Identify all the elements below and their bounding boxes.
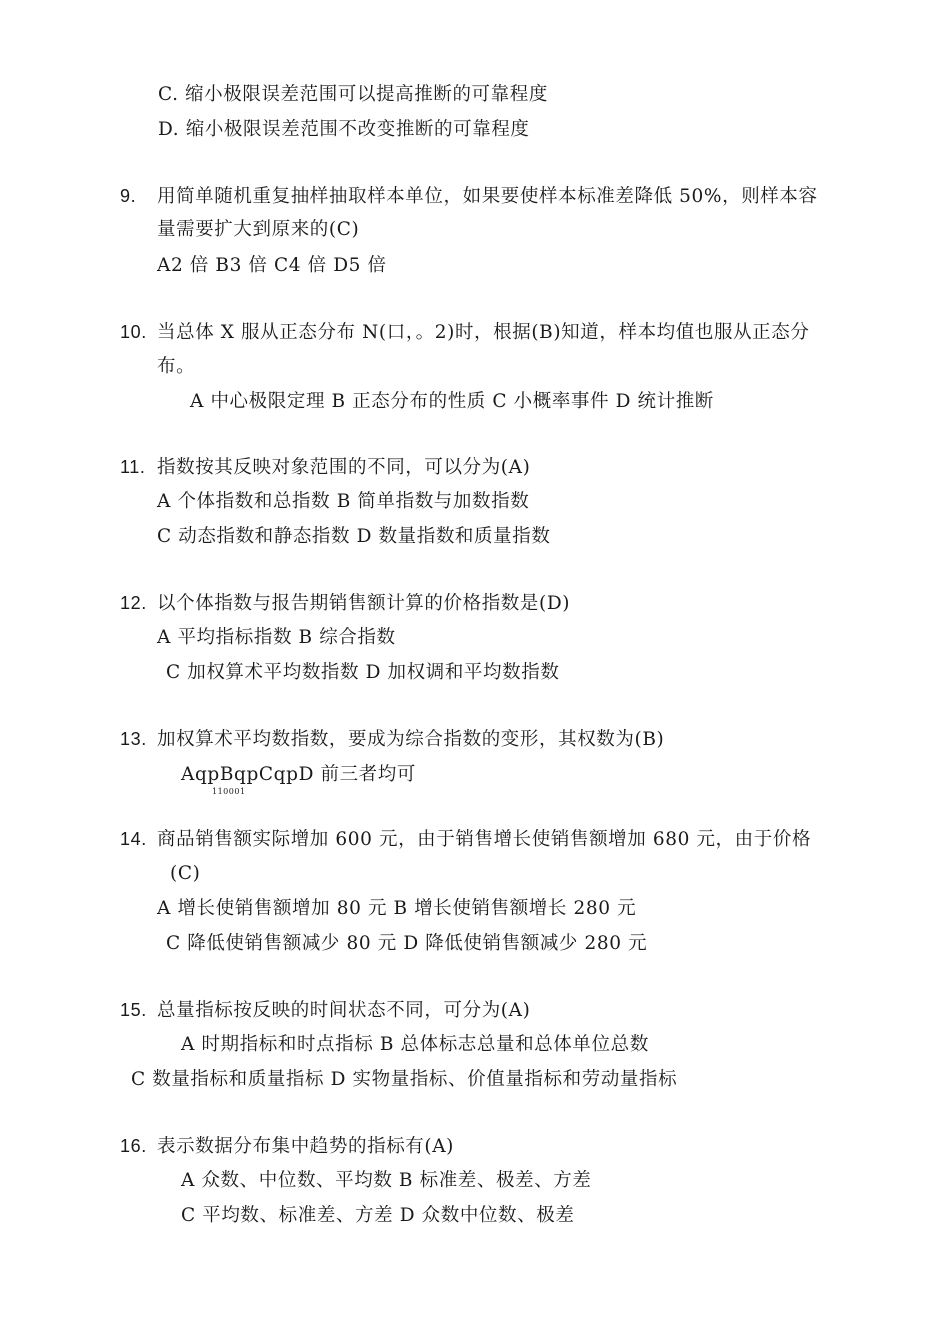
q12-options-line2: C 加权算术平均数指数 D 加权调和平均数指数 bbox=[166, 662, 560, 683]
q10-stem-line1 bbox=[120, 320, 810, 345]
q12-options-line1: A 平均指标指数 B 综合指数 bbox=[157, 627, 396, 648]
q15-number: 15. bbox=[120, 1000, 147, 1020]
q15-text: 总量指标按反映的时间状态不同，可分为(A) bbox=[157, 1000, 531, 1021]
q13-options: AqpBqpCqpD 前三者均可 bbox=[181, 764, 416, 785]
q14-options-line1: A 增长使销售额增加 80 元 B 增长使销售额增长 280 元 bbox=[157, 898, 637, 919]
q16-options-line2: C 平均数、标准差、方差 D 众数中位数、极差 bbox=[181, 1205, 575, 1226]
q15-options-line1: A 时期指标和时点指标 B 总体标志总量和总体单位总数 bbox=[181, 1034, 649, 1055]
q11-number: 11. bbox=[120, 457, 146, 477]
q11-options-line1: A 个体指数和总指数 B 简单指数与加数指数 bbox=[157, 491, 530, 512]
q13-number: 13. bbox=[120, 729, 147, 749]
q11-stem bbox=[120, 455, 530, 480]
q9-text-line2: 量需要扩大到原来的(C) bbox=[157, 219, 360, 240]
q9-text-line1: 用简单随机重复抽样抽取样本单位，如果要使样本标准差降低 50%，则样本容 bbox=[157, 186, 818, 207]
q15-options-line2: C 数量指标和质量指标 D 实物量指标、价值量指标和劳动量指标 bbox=[131, 1069, 678, 1090]
q15-stem bbox=[120, 998, 530, 1023]
q16-number: 16. bbox=[120, 1136, 147, 1156]
q14-text-line2: (C) bbox=[170, 863, 201, 884]
q11-text: 指数按其反映对象范围的不同，可以分为(A) bbox=[157, 457, 531, 478]
q9-stem-line1 bbox=[120, 184, 818, 209]
q12-stem bbox=[120, 591, 570, 616]
q8-option-c: C. 缩小极限误差范围可以提高推断的可靠程度 bbox=[158, 84, 548, 105]
q8-option-d: D. 缩小极限误差范围不改变推断的可靠程度 bbox=[158, 119, 530, 140]
q10-options: A 中心极限定理 B 正态分布的性质 C 小概率事件 D 统计推断 bbox=[190, 391, 714, 412]
q13-subscripts: 110001 bbox=[212, 787, 246, 796]
q14-stem-line1 bbox=[120, 827, 811, 852]
q16-stem bbox=[120, 1134, 454, 1159]
q16-text: 表示数据分布集中趋势的指标有(A) bbox=[157, 1136, 454, 1157]
q16-options-line1: A 众数、中位数、平均数 B 标准差、极差、方差 bbox=[181, 1170, 592, 1191]
q14-options-line2: C 降低使销售额减少 80 元 D 降低使销售额减少 280 元 bbox=[166, 933, 648, 954]
q9-options: A2 倍 B3 倍 C4 倍 D5 倍 bbox=[157, 255, 387, 276]
q14-number: 14. bbox=[120, 829, 147, 849]
q12-number: 12. bbox=[120, 593, 147, 613]
q10-number: 10. bbox=[120, 322, 147, 342]
q14-text-line1: 商品销售额实际增加 600 元，由于销售增长使销售额增加 680 元，由于价格 bbox=[157, 829, 812, 850]
q12-text: 以个体指数与报告期销售额计算的价格指数是(D) bbox=[157, 593, 571, 614]
q10-text-line1: 当总体 X 服从正态分布 N(口，。2)时，根据(B)知道，样本均值也服从正态分 bbox=[157, 322, 810, 343]
q10-text-line2: 布。 bbox=[157, 356, 196, 377]
q13-text: 加权算术平均数指数，要成为综合指数的变形，其权数为(B) bbox=[157, 729, 665, 750]
q9-number: 9. bbox=[120, 186, 137, 206]
q13-stem bbox=[120, 727, 664, 752]
q11-options-line2: C 动态指数和静态指数 D 数量指数和质量指数 bbox=[157, 526, 551, 547]
